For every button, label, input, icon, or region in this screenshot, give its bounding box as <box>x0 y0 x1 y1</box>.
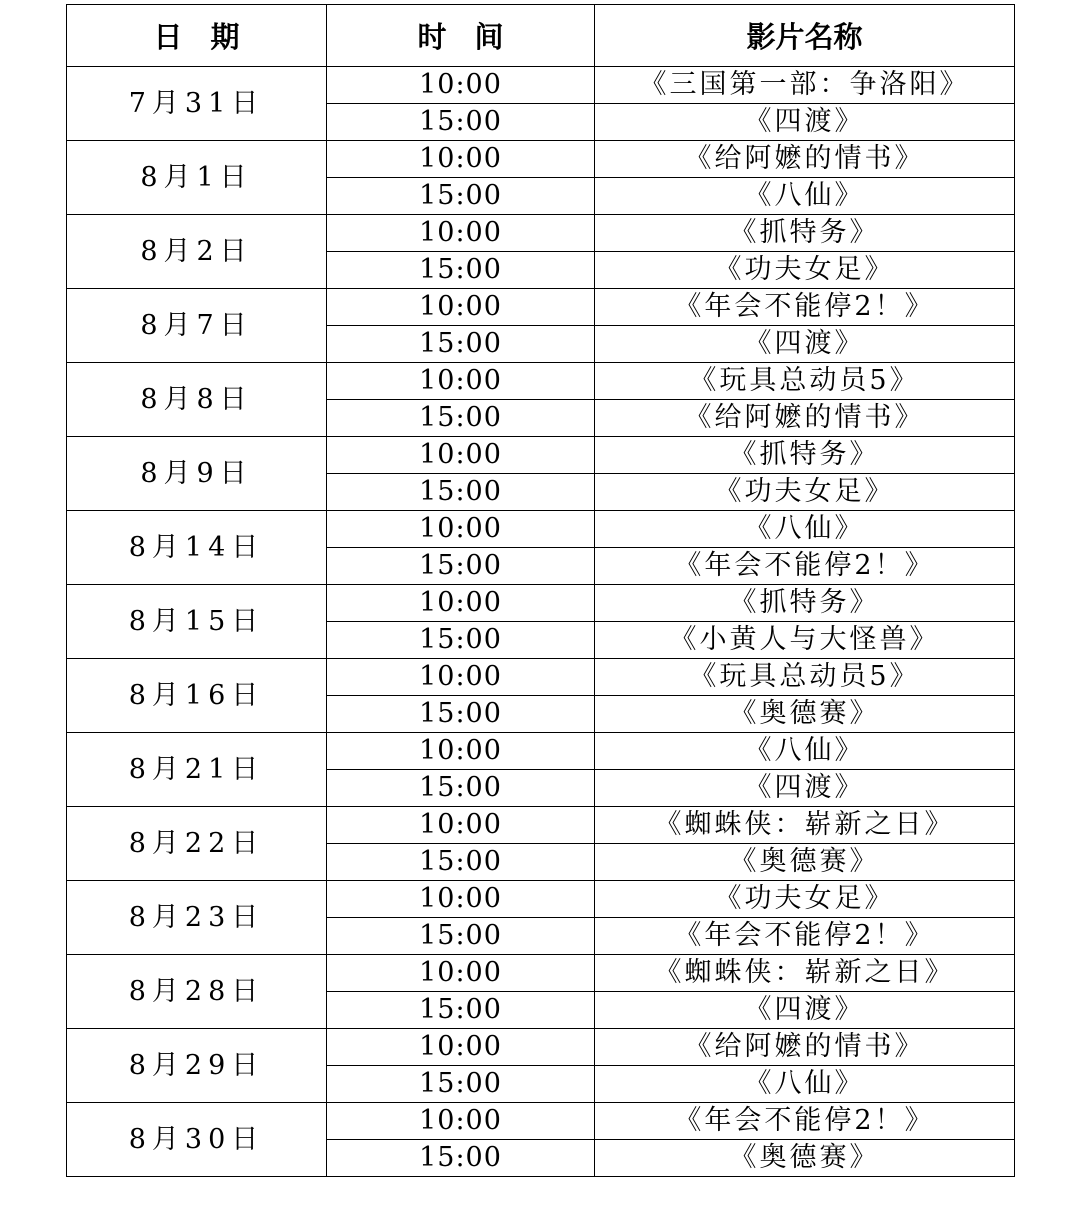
date-cell: 8月8日 <box>67 363 327 437</box>
column-header-date: 日期 <box>67 5 327 67</box>
table-row <box>67 733 1015 770</box>
date-cell: 8月2日 <box>67 215 327 289</box>
date-cell: 8月16日 <box>67 659 327 733</box>
table-row <box>67 585 1015 622</box>
header-row <box>67 5 1015 67</box>
time-cell: 15:00 <box>327 178 595 215</box>
date-cell: 8月28日 <box>67 955 327 1029</box>
film-title-cell: 《四渡》 <box>595 770 1015 807</box>
film-title-cell: 《奥德赛》 <box>595 696 1015 733</box>
film-title-cell: 《玩具总动员5》 <box>595 659 1015 696</box>
time-cell: 10:00 <box>327 289 595 326</box>
film-title-cell: 《四渡》 <box>595 992 1015 1029</box>
time-cell: 10:00 <box>327 1103 595 1140</box>
film-title-cell: 《功夫女足》 <box>595 474 1015 511</box>
table-body <box>67 67 1015 1177</box>
film-title-cell: 《八仙》 <box>595 1066 1015 1103</box>
column-header-film: 影片名称 <box>595 5 1015 67</box>
table-row <box>67 437 1015 474</box>
film-title-cell: 《功夫女足》 <box>595 252 1015 289</box>
time-cell: 10:00 <box>327 955 595 992</box>
film-title-cell: 《年会不能停2！》 <box>595 289 1015 326</box>
date-cell: 8月23日 <box>67 881 327 955</box>
date-cell: 8月14日 <box>67 511 327 585</box>
table-row <box>67 1103 1015 1140</box>
film-title-cell: 《蜘蛛侠：崭新之日》 <box>595 955 1015 992</box>
time-cell: 15:00 <box>327 400 595 437</box>
film-title-cell: 《四渡》 <box>595 326 1015 363</box>
date-cell: 8月30日 <box>67 1103 327 1177</box>
time-cell: 15:00 <box>327 696 595 733</box>
date-cell: 8月7日 <box>67 289 327 363</box>
date-cell: 8月22日 <box>67 807 327 881</box>
time-cell: 15:00 <box>327 770 595 807</box>
time-cell: 10:00 <box>327 363 595 400</box>
time-cell: 10:00 <box>327 437 595 474</box>
film-title-cell: 《年会不能停2！》 <box>595 918 1015 955</box>
time-cell: 15:00 <box>327 622 595 659</box>
time-cell: 10:00 <box>327 659 595 696</box>
table-row <box>67 659 1015 696</box>
table-header <box>67 5 1015 67</box>
time-cell: 15:00 <box>327 326 595 363</box>
film-title-cell: 《八仙》 <box>595 733 1015 770</box>
table-row <box>67 141 1015 178</box>
column-header-time: 时间 <box>327 5 595 67</box>
time-cell: 15:00 <box>327 548 595 585</box>
table-row <box>67 215 1015 252</box>
time-cell: 15:00 <box>327 1066 595 1103</box>
film-title-cell: 《八仙》 <box>595 511 1015 548</box>
date-cell: 8月21日 <box>67 733 327 807</box>
film-title-cell: 《奥德赛》 <box>595 844 1015 881</box>
time-cell: 10:00 <box>327 733 595 770</box>
time-cell: 15:00 <box>327 1140 595 1177</box>
time-cell: 10:00 <box>327 67 595 104</box>
time-cell: 15:00 <box>327 844 595 881</box>
film-title-cell: 《四渡》 <box>595 104 1015 141</box>
time-cell: 10:00 <box>327 141 595 178</box>
table-row <box>67 289 1015 326</box>
date-cell: 8月9日 <box>67 437 327 511</box>
film-title-cell: 《玩具总动员5》 <box>595 363 1015 400</box>
table-row <box>67 511 1015 548</box>
film-title-cell: 《八仙》 <box>595 178 1015 215</box>
screening-schedule-table <box>66 4 1015 1177</box>
table-row <box>67 955 1015 992</box>
film-title-cell: 《给阿嬷的情书》 <box>595 141 1015 178</box>
time-cell: 15:00 <box>327 104 595 141</box>
film-title-cell: 《小黄人与大怪兽》 <box>595 622 1015 659</box>
time-cell: 10:00 <box>327 215 595 252</box>
film-title-cell: 《奥德赛》 <box>595 1140 1015 1177</box>
film-title-cell: 《抓特务》 <box>595 585 1015 622</box>
table-row <box>67 1029 1015 1066</box>
time-cell: 15:00 <box>327 992 595 1029</box>
film-title-cell: 《三国第一部：争洛阳》 <box>595 67 1015 104</box>
date-cell: 7月31日 <box>67 67 327 141</box>
film-title-cell: 《年会不能停2！》 <box>595 548 1015 585</box>
film-title-cell: 《抓特务》 <box>595 215 1015 252</box>
table-row <box>67 67 1015 104</box>
time-cell: 10:00 <box>327 881 595 918</box>
time-cell: 15:00 <box>327 252 595 289</box>
time-cell: 15:00 <box>327 918 595 955</box>
time-cell: 10:00 <box>327 511 595 548</box>
film-title-cell: 《蜘蛛侠：崭新之日》 <box>595 807 1015 844</box>
film-title-cell: 《给阿嬷的情书》 <box>595 400 1015 437</box>
table-row <box>67 807 1015 844</box>
table-row <box>67 881 1015 918</box>
film-title-cell: 《给阿嬷的情书》 <box>595 1029 1015 1066</box>
date-cell: 8月29日 <box>67 1029 327 1103</box>
date-cell: 8月1日 <box>67 141 327 215</box>
film-title-cell: 《功夫女足》 <box>595 881 1015 918</box>
time-cell: 10:00 <box>327 585 595 622</box>
time-cell: 10:00 <box>327 1029 595 1066</box>
table-row <box>67 363 1015 400</box>
time-cell: 10:00 <box>327 807 595 844</box>
film-title-cell: 《抓特务》 <box>595 437 1015 474</box>
date-cell: 8月15日 <box>67 585 327 659</box>
film-title-cell: 《年会不能停2！》 <box>595 1103 1015 1140</box>
time-cell: 15:00 <box>327 474 595 511</box>
